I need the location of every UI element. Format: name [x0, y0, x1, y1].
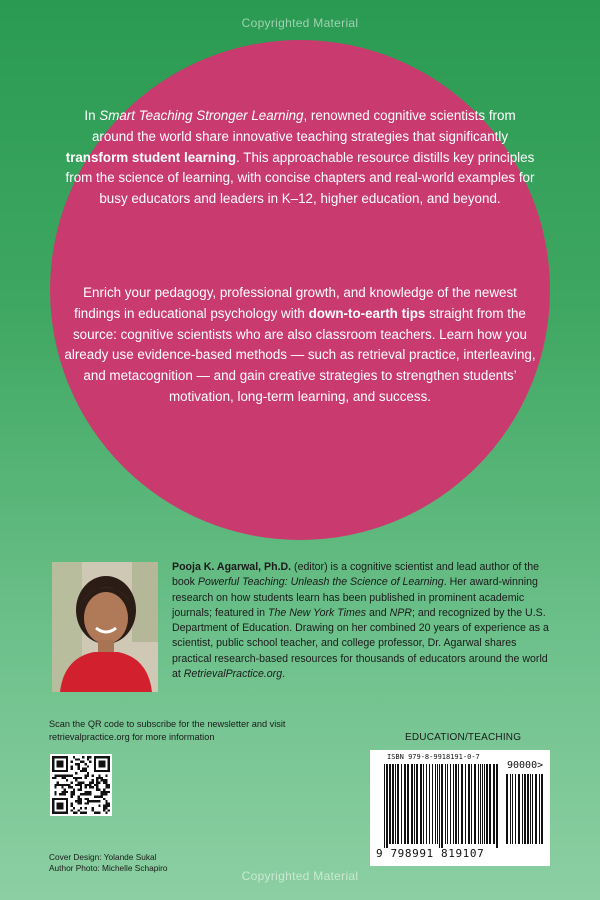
blurb-1-lead: In: [84, 108, 100, 123]
bio-text-3: and: [366, 606, 390, 619]
bio-website: RetrievalPractice.org: [183, 668, 283, 681]
bio-nyt: The New York Times: [268, 606, 367, 619]
ean-digits: 9 798991 819107: [376, 847, 485, 860]
bio-text-1: (editor) is a cognitive scientist and lead author of the book: [172, 561, 540, 589]
isbn-label: ISBN 979-8-9918191-0-7: [387, 753, 480, 761]
author-name: Pooja K. Agarwal, Ph.D.: [172, 561, 292, 573]
watermark-bottom: Copyrighted Material: [241, 869, 359, 883]
bio-text-5: .: [282, 668, 286, 681]
author-bio: [172, 560, 552, 682]
category-label: EDUCATION/TEACHING: [405, 732, 522, 743]
blurb-2-text-a: Enrich your pedagogy, professional growth, and knowledge of the newest findings in educational psychology with: [74, 285, 517, 321]
qr-code-icon: [52, 756, 110, 814]
blurb-1-text-b: . This approachable resource distills key principles from the science of learning, with concise chapters and real-world examples for busy educators and leaders in K–12, higher education, and beyond.: [65, 149, 535, 207]
blurb-1-bold: transform student learning: [65, 149, 237, 165]
bio-text-4: ; and recognized by the U.S. Department of Education. Drawing on her combined 20 years of experience as a scientist, public school teacher, and college professor, Dr. Agarwal shares practical research-based resources for thousands of educators around the world at: [172, 606, 549, 681]
author-photo-credit: Author Photo: Michelle Schapiro: [49, 863, 168, 873]
author-portrait-icon: [52, 562, 158, 692]
isbn-barcode: [370, 750, 550, 866]
watermark-top: Copyrighted Material: [241, 16, 359, 30]
bio-book-title: Powerful Teaching: Unleash the Science of Learning: [197, 576, 444, 589]
price-code: 90000>: [507, 760, 544, 771]
qr-code[interactable]: [50, 754, 112, 816]
blurb-1-text-a: , renowned cognitive scientists from around the world share innovative teaching strategies that significantly: [91, 108, 516, 144]
blurb-2-text-b: straight from the source: cognitive scientists who are also classroom teachers. Learn how you already use evidence-based methods — such as retrieval practice, interleaving, and metacognition — and gain creative strategies to strengthen students’ motivation, long-term learning, and success.: [64, 305, 536, 404]
blurb-2-bold: down-to-earth tips: [308, 305, 426, 321]
blurb-paragraph-1: [62, 106, 538, 210]
author-photo: [52, 562, 158, 692]
blurb-paragraph-2: [62, 283, 538, 408]
bio-npr: NPR: [389, 606, 412, 619]
bio-text-2: . Her award-winning research on how students learn has been published in prominent academic journals; featured in: [172, 576, 538, 619]
qr-instructions: Scan the QR code to subscribe for the newsletter and visit retrievalpractice.org for more information: [49, 719, 286, 742]
cover-design-credit: Cover Design: Yolande Sukal: [49, 852, 157, 862]
book-title-italic: Smart Teaching Stronger Learning: [99, 108, 304, 123]
